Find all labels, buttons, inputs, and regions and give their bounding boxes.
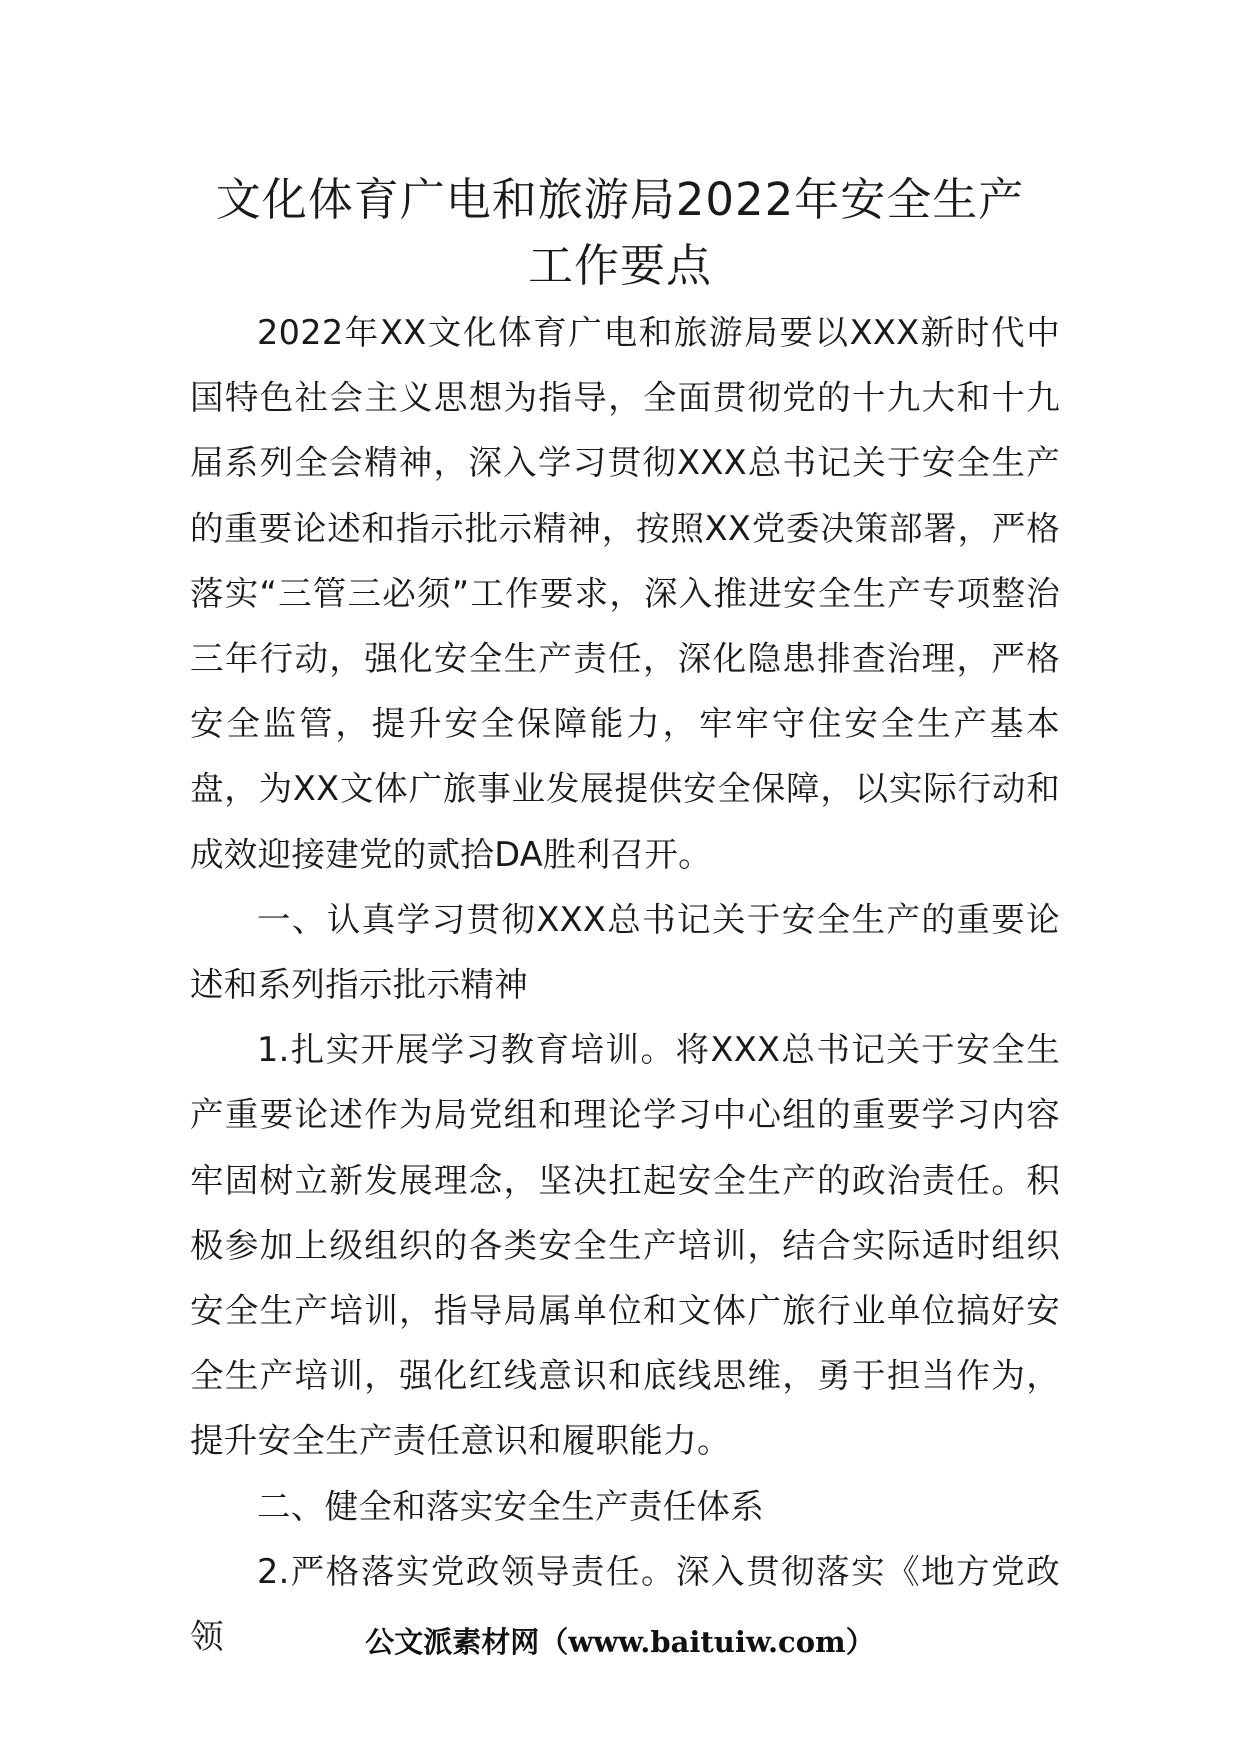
intro-paragraph: 2022年XX文化体育广电和旅游局要以XXX新时代中国特色社会主义思想为指导，全面贯彻党的十九大和十九届系列全会精神，深入学习贯彻XXX总书记关于安全生产的重要论述和指示批示精神，按照XX党委决策部署，严格落实“三管三必须”工作要求，深入推进安全生产专项整治三年行动，强化安全生产责任，深化隐患排查治理，严格安全监管，提升安全保障能力，牢牢守住安全生产基本盘，为XX文体广旅事业发展提供安全保障，以实际行动和成效迎接建党的贰拾DA胜利召开。	[190, 313, 1060, 874]
footer-watermark: 公文派素材网（www.baituiw.com）	[365, 1625, 875, 1659]
document-body	[190, 300, 1060, 1669]
document-title-line-1: 文化体育广电和旅游局2022年安全生产	[215, 173, 1025, 226]
item-paragraph-2: 2.严格落实党政领导责任。深入贯彻落实《地方党政领	[190, 1551, 1060, 1657]
section-heading-2: 二、健全和落实安全生产责任体系	[257, 1486, 764, 1526]
document-title-line-2: 工作要点	[527, 239, 712, 292]
item-paragraph-1: 1.扎实开展学习教育培训。将XXX总书记关于安全生产重要论述作为局党组和理论学习中心组的重要学习内容牢固树立新发展理念，坚决扛起安全生产的政治责任。积极参加上级组织的各类安全生产培训，结合实际适时组织安全生产培训，指导局属单位和文体广旅行业单位搞好安全生产培训，强化红线意识和底线思维，勇于担当作为，提升安全生产责任意识和履职能力。	[190, 1030, 1060, 1461]
section-heading-1: 一、认真学习贯彻XXX总书记关于安全生产的重要论述和系列指示批示精神	[190, 899, 1060, 1005]
